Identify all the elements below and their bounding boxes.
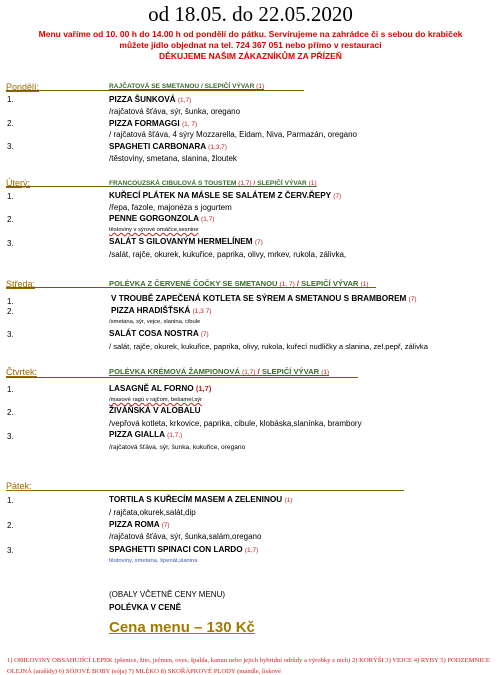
item-number: 2. — [7, 521, 14, 530]
notice-line-3: DĚKUJEME NAŠIM ZÁKAZNÍKŮM ZA PŘÍZEŇ — [159, 51, 342, 61]
dish-allergens: (1,7,) — [167, 432, 183, 439]
dish-name — [109, 119, 197, 128]
item-number: 3. — [7, 330, 14, 339]
dish-allergens: (1,3,7) — [208, 144, 227, 151]
dish-description: /masové ragú v rajčom, bešamel,sýr — [109, 397, 203, 403]
soup-wednesday-allergens: (1, 7) — [279, 281, 295, 288]
item-number: 3. — [7, 239, 14, 248]
dish-allergens: (1) — [284, 497, 293, 504]
allergen-legend: 1) OBILOVINY OBSAHUJÍCÍ LEPEK (pšenice, žito, ječmen, oves, špalda, kamut nebo jejich hybridní odrůdy a výrobky z nich) 2) KORÝŠI 3) VEJCE 4) RYBY 5) PODZEMNICE OLEJNÁ (arašídy) 6) SÓJOVÉ BOBY (sója) 7) MLÉKO 8) SKOŘÁPKOVÉ PLODY (mandle, lískové — [7, 657, 490, 675]
dish-description: / salát, rajče, okurek, kukuřice, paprika, olivy, rukola, kuřecí nudličky a slanina, zel.pepř, zálivka — [109, 342, 428, 351]
item-number: 2. — [7, 408, 14, 417]
menu-price: Cena menu – 130 Kč — [109, 619, 255, 636]
soup-included-note: POLÉVKA V CENĚ — [109, 603, 182, 612]
dish-description: /salát, rajče, okurek, kukuřice, paprika, olivy, mrkev, rukola, zálivka, — [109, 250, 347, 259]
dish-title: SPAGHETI CARBONARA — [109, 142, 206, 151]
soup-monday-label: RAJČATOVÁ SE SMETANOU / SLEPIČÍ VÝVAR — [109, 83, 255, 90]
dish-title: TORTILA S KUŘECÍM MASEM A ZELENINOU — [109, 495, 283, 504]
dish-name — [109, 406, 201, 415]
day-heading-monday: Pondělí: — [6, 82, 40, 92]
dish-description: /těstoviny, smetana, slanina, žloutek — [109, 154, 237, 163]
dish-allergens: (1,7) — [201, 216, 215, 223]
soup-thursday-allergens: (1,7) — [242, 369, 256, 376]
notice-line-2: můžete jídlo objednat na tel. 724 367 051 nebo přímo v restauraci — [119, 40, 382, 50]
dish-allergens: (1, 7) — [181, 121, 198, 128]
dish-title: SPAGHETTI SPINACI CON LARDO — [109, 545, 243, 554]
soup-thursday-alt-allergens: (1) — [321, 369, 330, 376]
dish-name — [109, 214, 214, 223]
dish-description: těstoviny, smetana, špenát,slanina — [109, 558, 198, 564]
menu-period-title: od 18.05. do 22.05.2020 — [148, 2, 353, 26]
day-heading-wednesday: Středa: — [6, 279, 36, 289]
soup-wednesday-label: POLÉVKA Z ČERVENÉ ČOČKY SE SMETANOU — [109, 279, 278, 288]
dish-name — [111, 294, 417, 303]
item-number: 2. — [7, 119, 14, 128]
dish-allergens: (7) — [408, 296, 417, 303]
dish-allergens: (7) — [333, 193, 342, 200]
dish-allergens: (1,7) — [195, 384, 212, 393]
dish-allergens: (1,3 7) — [192, 308, 212, 315]
soup-wednesday-alt-allergens: (1) — [360, 281, 369, 288]
dish-name — [109, 430, 182, 439]
soup-wednesday: POLÉVKA Z ČERVENÉ ČOČKY SE SMETANOU (1, 7) / SLEPIČÍ VÝVAR (1) — [109, 279, 369, 288]
dish-name — [109, 495, 292, 504]
dish-name — [109, 237, 263, 246]
item-number: 1. — [7, 95, 14, 104]
dish-title: PIZZA GIALLA — [109, 430, 165, 439]
soup-thursday: POLÉVKA KRÉMOVÁ ŽAMPIONOVÁ (1,7) / SLEPIČÍ VÝVAR (1) — [109, 367, 330, 376]
dish-title: PIZZA ROMA — [109, 520, 160, 529]
divider-friday — [6, 490, 404, 491]
dish-name — [111, 306, 211, 315]
dish-description: /rajčatová šťáva, sýr, šunka, kukuřice, oregano — [109, 444, 246, 451]
soup-tuesday-label: FRANCOUZSKÁ CIBULOVÁ S TOUSTEM — [109, 180, 237, 187]
dish-allergens: (7) — [161, 522, 170, 529]
dish-name — [109, 95, 191, 104]
dish-description: /vepřová kotleta, krkovice, paprika, cibule, klobáska,slanínka, brambory — [109, 419, 362, 428]
dish-title: PIZZA HRADIŠŤSKÁ — [111, 306, 191, 315]
item-number: 3. — [7, 142, 14, 151]
item-number: 1. — [7, 385, 14, 394]
dish-allergens: (1,7) — [177, 97, 192, 104]
dish-description: / rajčatová šťáva, 4 sýry Mozzarella, Eidam, Niva, Parmazán, oregano — [109, 130, 357, 139]
dish-description: / rajčata,okurek,salát,dip — [109, 508, 196, 517]
item-number: 1. — [7, 297, 14, 306]
day-heading-tuesday: Úterý: — [6, 178, 31, 188]
dish-name — [109, 545, 258, 554]
day-heading-friday: Pátek: — [6, 481, 32, 491]
soup-tuesday: FRANCOUZSKÁ CIBULOVÁ S TOUSTEM (1,7) / SLEPIČÍ VÝVAR (1) — [109, 180, 317, 187]
soup-monday — [109, 83, 264, 90]
item-number: 2. — [7, 307, 14, 316]
soup-tuesday-alt-allergens: (1) — [308, 180, 317, 187]
soup-tuesday-alt-label: SLEPIČÍ VÝVAR — [257, 180, 307, 187]
soup-thursday-alt-label: SLEPIČÍ VÝVAR — [261, 367, 320, 376]
dish-title: SALÁT S GILOVANÝM HERMELÍNEM — [109, 237, 253, 246]
dish-name — [109, 142, 227, 151]
dish-description: /rajčatová šťáva, sýr, šunka, oregano — [109, 107, 241, 116]
dish-title: KUŘECÍ PLÁTEK NA MÁSLE SE SALÁTEM Z ČERV.ŘEPY — [109, 191, 331, 200]
dish-description: těstoviny v sýrové omáčce,sexnine — [109, 227, 199, 233]
packaging-note: (OBALY VČETNĚ CENY MENU) — [109, 590, 226, 599]
notice-line-1: Menu vaříme od 10. 00 h do 14.00 h od pondělí do pátku. Servírujeme na zahrádce či s sebou do krabiček — [38, 29, 463, 39]
item-number: 1. — [7, 496, 14, 505]
item-number: 3. — [7, 546, 14, 555]
dish-title: LASAGNĚ AL FORNO — [109, 384, 194, 393]
soup-thursday-label: POLÉVKA KRÉMOVÁ ŽAMPIONOVÁ — [109, 367, 240, 376]
soup-wednesday-alt-label: SLEPIČÍ VÝVAR — [301, 279, 359, 288]
dish-title: PIZZA ŠUNKOVÁ — [109, 95, 176, 104]
dish-name — [109, 329, 209, 338]
dish-description: /řepa, fazole, majonéza s jogurtem — [109, 203, 232, 212]
divider-thursday — [6, 377, 358, 378]
dish-description: /smetana, sýr, vejce, slanina, cibule — [109, 319, 201, 325]
dish-allergens: (1,7) — [244, 547, 259, 554]
divider-monday — [6, 90, 304, 91]
dish-allergens: (7) — [200, 331, 209, 338]
dish-title: V TROUBĚ ZAPEČENÁ KOTLETA SE SÝREM A SMETANOU S BRAMBOREM — [111, 294, 407, 303]
dish-name — [109, 384, 211, 393]
dish-title: PIZZA FORMAGGI — [109, 119, 180, 128]
soup-tuesday-allergens: (1,7) — [238, 180, 252, 187]
day-heading-thursday: Čtvrtek: — [6, 367, 38, 377]
item-number: 3. — [7, 432, 14, 441]
soup-monday-allergens: (1) — [256, 83, 265, 90]
dish-title: ŽIVÁŇSKÁ V ALOBALU — [109, 406, 201, 415]
dish-name — [109, 191, 341, 200]
dish-name — [109, 520, 170, 529]
dish-title: SALÁT COSA NOSTRA — [109, 329, 199, 338]
item-number: 1. — [7, 192, 14, 201]
dish-title: PENNE GORGONZOLA — [109, 214, 199, 223]
item-number: 2. — [7, 215, 14, 224]
dish-description: /rajčatová šťáva, sýr, šunka,salám,oregano — [109, 532, 262, 541]
dish-allergens: (7) — [254, 239, 263, 246]
